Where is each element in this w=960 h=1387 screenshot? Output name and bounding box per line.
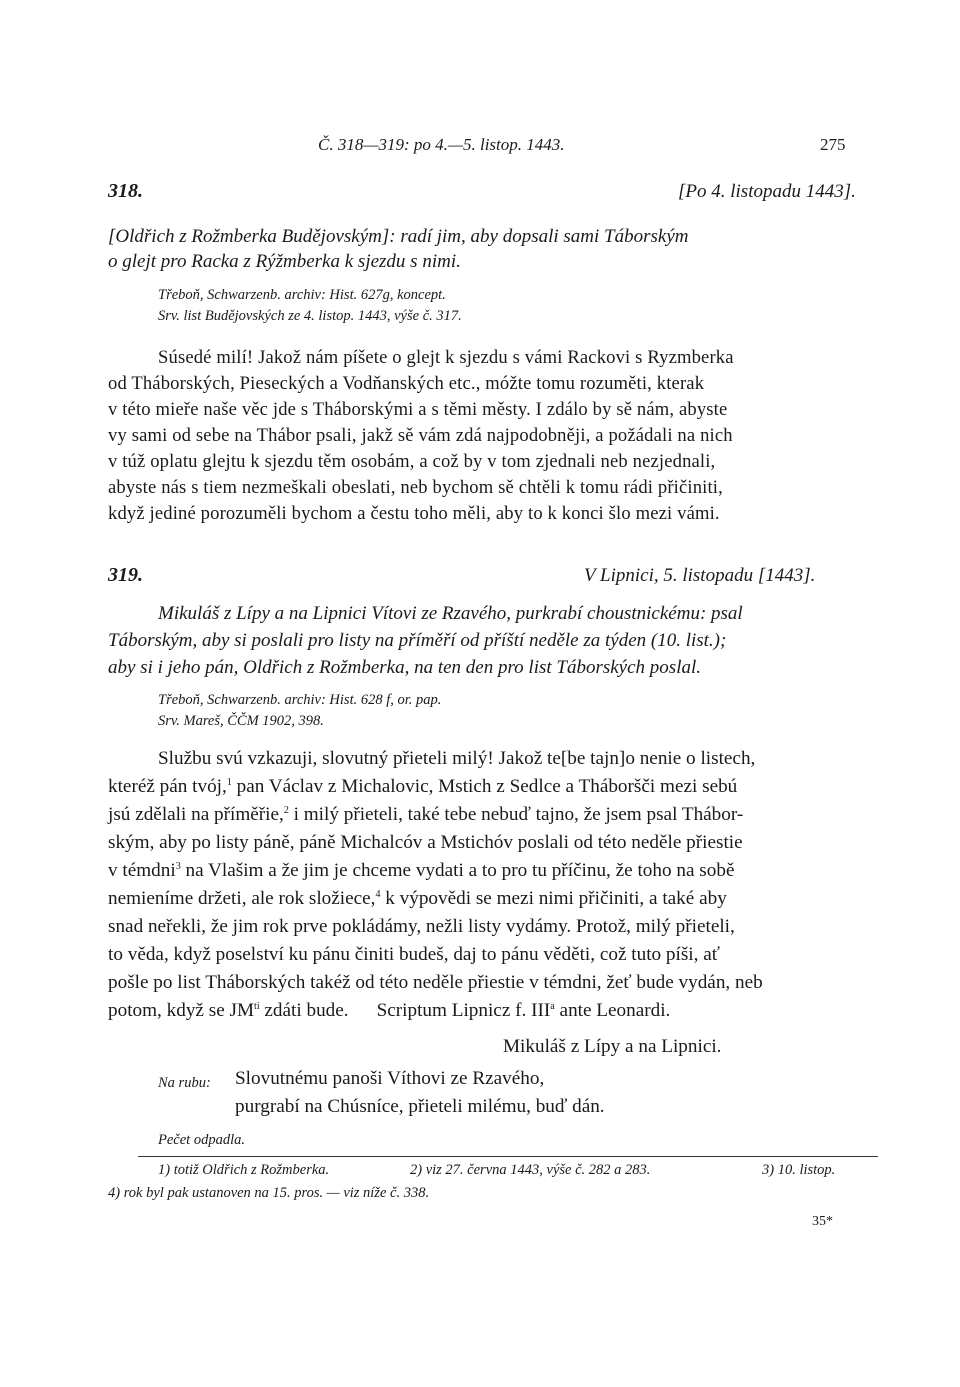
running-head-title: Č. 318—319: po 4.—5. listop. 1443. (318, 135, 565, 154)
text-segment: v témdni (108, 860, 176, 881)
doc-319-text-line (108, 804, 743, 826)
footnote: 4) rok byl pak ustanoven na 15. pros. — viz níže č. 338. (108, 1185, 430, 1201)
doc-319-source-line: Srv. Mareš, ČČM 1902, 398. (158, 713, 324, 729)
text-segment: zdáti bude. (259, 1000, 349, 1021)
doc-319-regest-line: Táborským, aby si poslali pro listy na příměří od příští neděle za týden (10. list.); (108, 630, 727, 651)
doc-319-text-line: to věda, když poselství ku pánu činiti budeš, daj to pánu věděti, což tuto píši, ať (108, 944, 720, 965)
doc-319-text-line (108, 776, 737, 798)
doc-319-text-line: snad neřekli, že jim rok prve pokládámy, nežli listy vydámy. Protož, milý přieteli, (108, 916, 735, 937)
doc-319-source-line: Třeboň, Schwarzenb. archiv: Hist. 628 f, or. pap. (158, 692, 442, 708)
text-segment: i milý přieteli, také tebe nebuď tajno, že jsem psal Thábor- (288, 804, 744, 825)
doc-318-regest-line: o glejt pro Racka z Rýžmberka k sjezdu s nimi. (108, 251, 461, 272)
doc-319-regest-line: aby si i jeho pán, Oldřich z Rožmberka, na ten den pro list Táborských poslal. (108, 657, 701, 678)
doc-318-text-line: Súsedé milí! Jakož nám píšete o glejt k sjezdu s vámi Rackovi s Ryzmberka (158, 347, 734, 368)
footnote: 3) 10. listop. (762, 1162, 836, 1178)
doc-319-number: 319. (108, 564, 143, 586)
doc-319-text-line: Službu svú vzkazuji, slovutný přieteli milý! Jakož te[be tajn]o nenie o listech, (158, 748, 756, 769)
text-segment: jsú zdělali na příměřie, (108, 804, 284, 825)
verso-line: Slovutnému panoši Víthovi ze Rzavého, (235, 1068, 545, 1089)
text-segment: kteréž pán tvój, (108, 776, 227, 797)
doc-318-number: 318. (108, 180, 143, 202)
doc-318-text-line: v túž oplatu glejtu k sjezdu těm osobám, a což by v tom zjednali neb nezjednali, (108, 451, 716, 472)
doc-318-text-line: vy sami od sebe na Thábor psali, jakž sě vám zdá najpodobněji, a požádali na nich (108, 425, 733, 446)
text-segment: nemieníme držeti, ale rok složiece, (108, 888, 376, 909)
footnote: 1) totiž Oldřich z Rožmberka. (158, 1162, 330, 1178)
footnote-ref: 2 (283, 805, 289, 816)
text-segment: Scriptum Lipnicz f. III (376, 1000, 551, 1021)
footnote-ref: 4 (375, 889, 381, 900)
text-segment: k výpovědi se mezi nimi přičiniti, a také aby (380, 888, 727, 909)
superscript: a (550, 1001, 555, 1012)
footnote-rule (138, 1156, 878, 1157)
doc-318-source-line: Srv. list Budějovských ze 4. listop. 1443, výše č. 317. (158, 308, 462, 324)
doc-318-regest-line: [Oldřich z Rožmberka Budějovským]: radí jim, aby dopsali sami Táborským (108, 226, 689, 247)
doc-319-text-line (108, 1000, 670, 1022)
doc-319-text-line (108, 860, 734, 882)
doc-319-text-line: ským, aby po listy páně, páně Michalcóv a Mstichóv poslali od této neděle přiestie (108, 832, 743, 853)
text-segment: na Vlašim a že jim je chceme vydati a to pro tu příčinu, že toho na sobě (180, 860, 735, 881)
footnote-ref: 1 (226, 777, 232, 788)
doc-318-text-line: v této mieře naše věc jde s Tháborskými a s těmi městy. I zdálo by sě nám, abyste (108, 399, 728, 420)
seal-note: Pečet odpadla. (158, 1132, 245, 1148)
doc-319-regest-line: Mikuláš z Lípy a na Lipnici Vítovi ze Rzavého, purkrabí choustnickému: psal (158, 603, 743, 624)
verso-line: purgrabí na Chúsníce, přieteli milému, buď dán. (235, 1096, 605, 1117)
doc-318-text-line: abyste nás s tiem nezmeškali obeslati, neb bychom sě chtěli k tomu rádi přičiniti, (108, 477, 723, 498)
text-segment: potom, když se JM (108, 1000, 255, 1021)
text-segment: pan Václav z Michalovic, Mstich z Sedlce a Tháboršči mezi sebú (231, 776, 738, 797)
doc-318-text-line: když jediné porozuměli bychom a čestu toho měli, aby to k konci šlo mezi vámi. (108, 503, 720, 524)
signature: Mikuláš z Lípy a na Lipnici. (503, 1036, 722, 1057)
printers-signature-mark: 35* (812, 1214, 833, 1229)
doc-318-date: [Po 4. listopadu 1443]. (678, 181, 856, 202)
page-number: 275 (820, 135, 846, 154)
doc-319-text-line: pošle po list Tháborských takéž od této neděle přiestie v témdni, žeť bude vydán, neb (108, 972, 763, 993)
doc-319-text-line (108, 888, 727, 910)
doc-318-text-line: od Tháborských, Pieseckých a Vodňanských etc., móžte tomu rozuměti, kterak (108, 373, 705, 394)
footnote: 2) viz 27. června 1443, výše č. 282 a 283. (410, 1162, 651, 1178)
footnote-ref: 3 (175, 861, 181, 872)
doc-319-date: V Lipnici, 5. listopadu [1443]. (584, 565, 816, 586)
text-segment: ante Leonardi. (554, 1000, 671, 1021)
superscript: ti (254, 1001, 260, 1012)
verso-label: Na rubu: (158, 1075, 211, 1091)
doc-318-source-line: Třeboň, Schwarzenb. archiv: Hist. 627g, koncept. (158, 287, 446, 303)
